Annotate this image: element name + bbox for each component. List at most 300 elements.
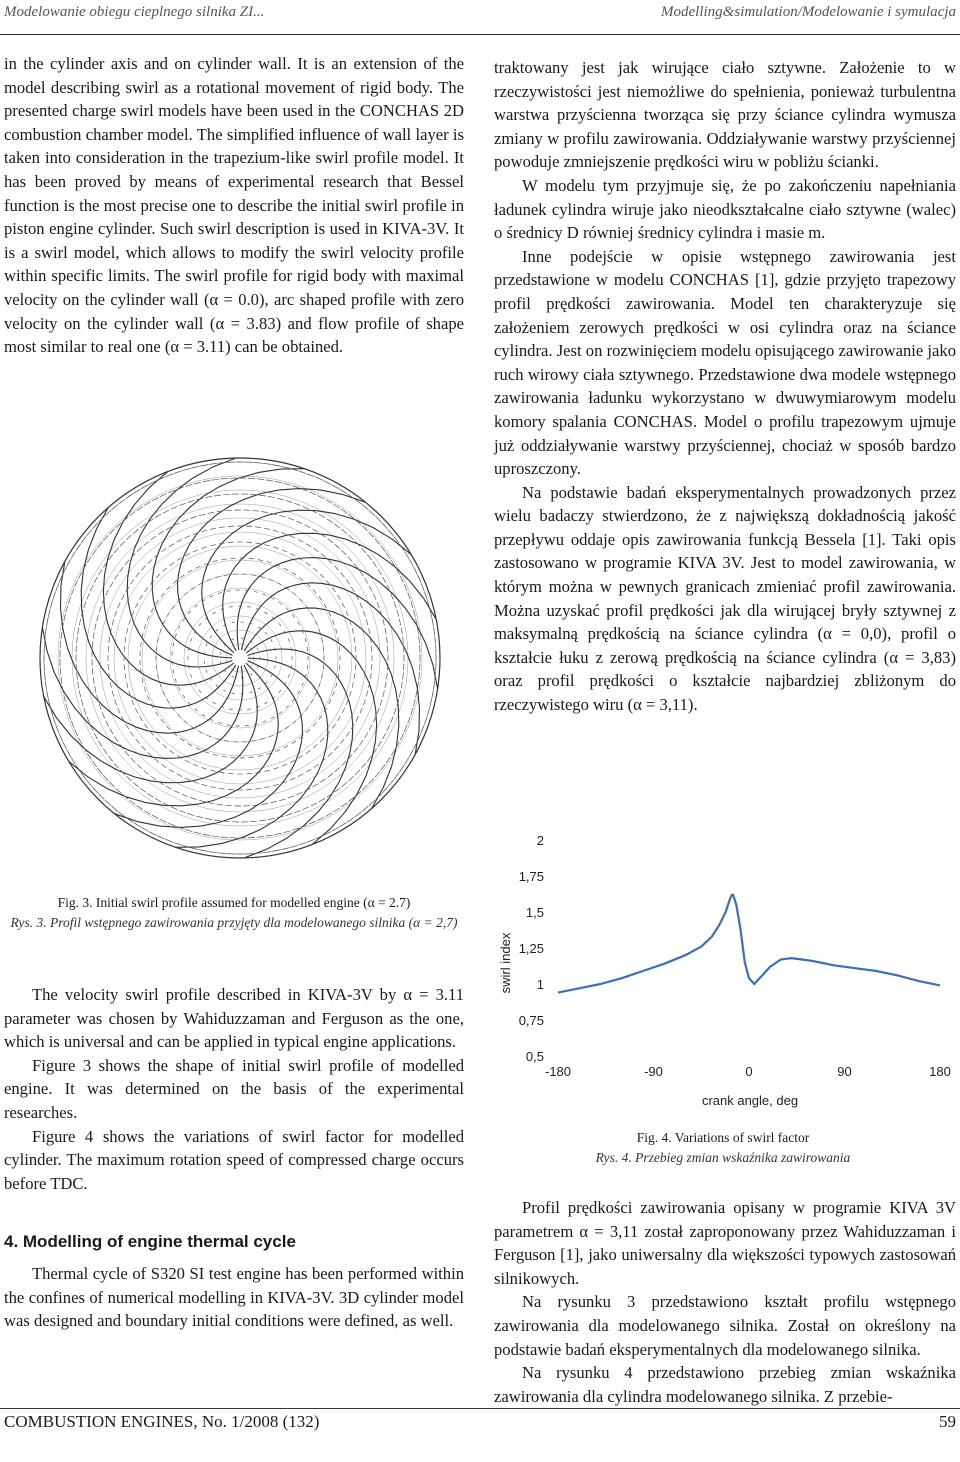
velocity-vector xyxy=(92,549,96,555)
velocity-vector xyxy=(409,750,413,757)
velocity-vector xyxy=(341,803,347,807)
right-column-bottom xyxy=(494,1196,956,1408)
fig3-caption-pl: Rys. 3. Profil wstępnego zawirowania przyjęty dla modelowanego silnika (α = 2,7) xyxy=(10,915,458,930)
velocity-vector xyxy=(68,597,70,604)
velocity-vector xyxy=(182,794,188,796)
velocity-vector xyxy=(125,751,129,756)
velocity-vector xyxy=(366,620,368,626)
velocity-vector xyxy=(99,606,101,612)
velocity-vector xyxy=(142,566,146,570)
velocity-vector xyxy=(375,539,380,545)
velocity-vector xyxy=(279,799,285,801)
velocity-vector xyxy=(333,620,335,625)
velocity-vector xyxy=(196,748,201,750)
velocity-vector xyxy=(294,503,300,505)
velocity-vector xyxy=(259,495,266,496)
velocity-vector xyxy=(99,794,105,800)
velocity-vector xyxy=(144,811,150,815)
velocity-vector xyxy=(210,636,212,639)
velocity-vector xyxy=(193,550,198,552)
velocity-vector xyxy=(285,726,289,729)
velocity-vector xyxy=(92,761,96,767)
velocity-vector xyxy=(156,738,160,742)
velocity-vector xyxy=(206,670,207,673)
velocity-vector xyxy=(93,677,94,683)
velocity-vector xyxy=(158,531,164,535)
left-paragraph-2: The velocity swirl profile described in KIVA-3V by α = 3.11 parameter was chosen by Wahiduzzaman and Ferguson as the one, which is universal and can be applied in typical engine applications. xyxy=(4,985,464,1052)
velocity-vector xyxy=(195,709,198,712)
velocity-vector xyxy=(254,853,262,854)
velocity-vector xyxy=(50,601,52,609)
velocity-vector xyxy=(413,699,415,706)
velocity-vector xyxy=(369,725,372,731)
velocity-vector xyxy=(203,834,210,835)
mesh-ring xyxy=(114,532,366,784)
velocity-vector xyxy=(313,784,319,787)
velocity-vector xyxy=(341,739,345,744)
velocity-vector xyxy=(286,706,289,709)
velocity-vector xyxy=(258,755,263,756)
fig4-caption-en: Fig. 4. Variations of swirl factor xyxy=(636,1130,810,1145)
velocity-vector xyxy=(53,717,56,724)
velocity-vector xyxy=(93,632,94,638)
velocity-vector xyxy=(366,691,368,697)
velocity-vector xyxy=(87,780,92,786)
velocity-vector xyxy=(90,585,93,591)
velocity-vector xyxy=(246,542,251,543)
swirl-profile-figure xyxy=(20,450,460,880)
velocity-vector xyxy=(78,628,79,635)
right-paragraph-1: traktowany jest jak wirujące ciało sztywne. Założenie to w rzeczywistości jest niemożliwe do spełnienia, ponieważ turbulentna warstwa przyścienna tworząca się przy ściance cylindra wymusza zmiany w profilu zawirowania. Oddziaływanie warstwy przyściennej powoduje zmniejszenie prędkości wiru w pobliżu ścianki. xyxy=(494,58,956,172)
y-tick-label: 0,75 xyxy=(518,1013,544,1028)
velocity-vector xyxy=(432,690,434,698)
velocity-vector xyxy=(305,525,311,528)
velocity-vector xyxy=(363,699,365,705)
velocity-vector xyxy=(64,614,66,621)
velocity-vector xyxy=(64,695,66,702)
velocity-vector xyxy=(399,619,401,626)
velocity-vector xyxy=(188,611,191,614)
velocity-vector xyxy=(87,557,91,563)
velocity-vector xyxy=(257,666,258,668)
velocity-vector xyxy=(408,717,411,724)
velocity-vector xyxy=(249,558,254,559)
velocity-vector xyxy=(210,719,214,721)
velocity-vector xyxy=(215,738,219,739)
velocity-vector xyxy=(212,479,219,480)
velocity-vector xyxy=(78,682,79,689)
velocity-vector xyxy=(202,547,207,549)
velocity-vector xyxy=(119,567,123,572)
velocity-vector xyxy=(403,637,404,644)
velocity-vector xyxy=(434,681,435,689)
velocity-vector xyxy=(298,539,303,542)
fig3-caption xyxy=(4,893,464,933)
velocity-vector xyxy=(170,750,174,753)
velocity-vector xyxy=(161,764,166,768)
velocity-vector xyxy=(141,485,148,489)
velocity-vector xyxy=(282,550,287,552)
velocity-vector xyxy=(306,750,310,753)
velocity-vector xyxy=(87,753,91,759)
velocity-vector xyxy=(196,566,201,568)
velocity-vector xyxy=(171,807,177,810)
velocity-vector xyxy=(210,545,215,546)
velocity-vector xyxy=(205,818,212,819)
velocity-vector xyxy=(124,646,125,651)
header-left: Modelowanie obiegu cieplnego silnika ZI... xyxy=(4,4,265,20)
velocity-vector xyxy=(158,638,159,642)
velocity-vector xyxy=(216,629,218,631)
velocity-vector xyxy=(435,636,436,644)
velocity-vector xyxy=(92,641,93,647)
velocity-vector xyxy=(292,486,299,488)
mesh-ring xyxy=(198,616,282,700)
right-paragraph-5: Profil prędkości zawirowania opisany w programie KIVA 3V parametrem α = 3,11 został zaproponowany przez Wahiduzzaman i Ferguson [1], jako uniwersalny dla większości typowych zastosowań silnikowych. xyxy=(494,1198,956,1288)
velocity-vector xyxy=(60,641,61,648)
velocity-vector xyxy=(185,536,190,538)
velocity-vector xyxy=(224,741,228,742)
velocity-vector xyxy=(369,628,370,634)
velocity-vector xyxy=(60,668,61,675)
velocity-vector xyxy=(174,843,181,846)
velocity-vector xyxy=(188,814,195,816)
velocity-vector xyxy=(385,628,386,634)
velocity-vector xyxy=(356,716,359,721)
velocity-vector xyxy=(97,615,99,621)
velocity-vector xyxy=(338,637,339,642)
right-column-top xyxy=(494,56,956,717)
velocity-vector xyxy=(388,780,393,786)
velocity-vector xyxy=(355,812,361,817)
velocity-vector xyxy=(351,587,354,592)
velocity-vector xyxy=(248,478,255,479)
velocity-vector xyxy=(249,757,254,758)
velocity-vector xyxy=(45,672,46,680)
velocity-vector xyxy=(208,803,214,804)
velocity-vector xyxy=(381,546,386,552)
velocity-vector xyxy=(155,798,161,802)
velocity-vector xyxy=(381,765,386,771)
velocity-vector xyxy=(362,505,368,510)
velocity-vector xyxy=(354,637,355,643)
velocity-vector xyxy=(144,624,146,629)
velocity-vector xyxy=(156,647,157,652)
velocity-vector xyxy=(115,611,117,617)
velocity-vector xyxy=(421,584,424,591)
right-paragraph-6: Na rysunku 3 przedstawiono kształt profilu wstępnego zawirowania dla modelowanego silnika. Został on określony na podstawie badań eksperymentalnych dla modelowanego silnika. xyxy=(494,1292,956,1359)
velocity-vector xyxy=(188,500,195,502)
velocity-vector xyxy=(183,618,185,621)
velocity-vector xyxy=(228,542,233,543)
velocity-vector xyxy=(125,560,129,565)
velocity-vector xyxy=(213,612,216,614)
velocity-vector xyxy=(98,542,103,548)
velocity-vector xyxy=(334,566,338,570)
velocity-vector xyxy=(332,485,339,489)
velocity-vector xyxy=(99,569,103,575)
mesh-ring xyxy=(142,560,338,756)
velocity-vector xyxy=(419,636,420,643)
velocity-vector xyxy=(129,620,131,625)
velocity-vector xyxy=(206,643,207,646)
velocity-vector xyxy=(416,690,418,697)
velocity-vector xyxy=(219,527,225,528)
velocity-vector xyxy=(208,512,214,513)
velocity-vector xyxy=(323,665,324,670)
velocity-vector xyxy=(403,673,404,680)
velocity-vector xyxy=(298,774,303,777)
velocity-vector xyxy=(167,586,171,590)
velocity-vector xyxy=(288,796,294,798)
velocity-vector xyxy=(232,693,235,694)
left-column-section xyxy=(4,1262,464,1333)
velocity-vector xyxy=(195,605,198,608)
velocity-vector xyxy=(373,716,376,722)
velocity-vector xyxy=(341,572,345,577)
velocity-vector xyxy=(118,708,120,713)
right-paragraph-3: Inne podejście w opisie wstępnego zawirowania jest przedstawione w modelu CONCHAS [1], gdzie przyjęto trapezowy profil prędkości zawirowania. Model ten charakteryzuje się założeniem zerowych prędkości w osi cylindra oraz na ściance cylindra. Jest on rozwinięciem modelu opisującego zawirowanie jako ruch wirowy ciała sztywnego. Przedstawione dwa modele wstępnego zawirowania ładunku wykorzystano w dwuwymiarowym modelu komory spalania CONCHAS. Model o profilu trapezowym ujmuje już oddziaływanie warstwy przyściennej, chociaż w sposób bardzo uproszczony. xyxy=(494,246,956,479)
velocity-vector xyxy=(194,482,201,484)
velocity-vector xyxy=(369,532,374,537)
velocity-vector xyxy=(352,682,353,687)
velocity-vector xyxy=(315,691,317,695)
velocity-vector xyxy=(320,574,324,578)
velocity-vector xyxy=(275,481,282,483)
velocity-vector xyxy=(177,558,182,561)
velocity-vector xyxy=(87,593,90,599)
velocity-vector xyxy=(106,721,109,727)
velocity-vector xyxy=(335,768,340,772)
velocity-vector xyxy=(405,758,409,765)
velocity-vector xyxy=(292,741,296,744)
y-tick-label: 0,5 xyxy=(525,1049,544,1064)
velocity-vector xyxy=(66,605,68,612)
velocity-vector xyxy=(76,544,80,551)
y-tick-label: 1 xyxy=(536,977,544,992)
mesh-ring xyxy=(156,574,324,742)
velocity-vector xyxy=(188,570,192,573)
velocity-vector xyxy=(185,830,192,832)
velocity-vector xyxy=(219,788,225,789)
velocity-vector xyxy=(84,708,86,715)
velocity-vector xyxy=(319,597,322,601)
velocity-vector xyxy=(255,772,261,773)
velocity-vector xyxy=(144,542,149,546)
velocity-vector xyxy=(163,568,167,572)
velocity-vector xyxy=(224,670,226,672)
velocity-vector xyxy=(292,572,296,575)
velocity-vector xyxy=(140,788,146,792)
velocity-vector xyxy=(292,614,295,617)
velocity-vector xyxy=(286,500,293,502)
velocity-vector xyxy=(271,717,275,719)
velocity-vector xyxy=(313,744,317,748)
velocity-vector xyxy=(259,820,266,821)
velocity-vector xyxy=(253,511,259,512)
chart-series-line xyxy=(558,895,940,993)
velocity-vector xyxy=(140,595,143,600)
velocity-vector xyxy=(68,712,70,719)
velocity-vector xyxy=(178,687,180,691)
velocity-vector xyxy=(336,629,337,634)
velocity-vector xyxy=(163,691,165,695)
velocity-vector xyxy=(307,647,308,651)
velocity-vector xyxy=(126,776,131,781)
velocity-vector xyxy=(323,647,324,652)
velocity-vector xyxy=(253,805,259,806)
velocity-vector xyxy=(387,637,388,643)
velocity-vector xyxy=(202,784,208,786)
velocity-vector xyxy=(202,768,207,770)
velocity-vector xyxy=(307,665,308,669)
velocity-vector xyxy=(264,787,270,788)
velocity-vector xyxy=(367,555,371,561)
velocity-vector xyxy=(166,786,172,789)
velocity-vector xyxy=(322,674,323,678)
left-paragraph-3: Figure 3 shows the shape of initial swirl profile of modelled engine. It was determined on the basis of the experimental researches. xyxy=(4,1055,464,1122)
velocity-vector xyxy=(160,629,161,633)
velocity-vector xyxy=(147,616,149,621)
velocity-vector xyxy=(184,721,187,724)
velocity-vector xyxy=(61,632,62,639)
velocity-vector xyxy=(163,744,167,748)
velocity-vector xyxy=(95,686,96,692)
velocity-vector xyxy=(258,688,261,690)
velocity-vector xyxy=(214,495,221,496)
velocity-vector xyxy=(255,527,261,528)
velocity-vector xyxy=(220,652,221,655)
velocity-vector xyxy=(264,528,270,529)
velocity-vector xyxy=(200,850,208,852)
velocity-vector xyxy=(110,682,111,688)
velocity-vector xyxy=(273,768,278,770)
velocity-vector xyxy=(362,806,368,811)
velocity-vector xyxy=(185,778,190,780)
velocity-vector xyxy=(199,731,203,733)
velocity-vector xyxy=(267,562,272,564)
velocity-vector xyxy=(191,466,199,468)
velocity-vector xyxy=(137,547,142,551)
velocity-vector xyxy=(328,539,333,543)
velocity-vector xyxy=(77,637,78,644)
velocity-vector xyxy=(349,535,354,540)
velocity-vector xyxy=(383,691,385,697)
velocity-vector xyxy=(103,535,108,541)
velocity-vector xyxy=(365,733,368,739)
velocity-vector xyxy=(190,517,196,519)
velocity-vector xyxy=(127,682,128,687)
velocity-vector xyxy=(293,593,296,596)
velocity-vector xyxy=(180,575,184,578)
velocity-vector xyxy=(394,773,399,779)
velocity-vector xyxy=(199,800,205,802)
velocity-vector xyxy=(349,776,354,781)
velocity-vector xyxy=(332,827,339,831)
velocity-vector xyxy=(425,717,428,724)
velocity-vector xyxy=(425,592,428,599)
velocity-vector xyxy=(178,714,181,717)
velocity-vector xyxy=(124,664,125,669)
velocity-vector xyxy=(250,674,252,676)
velocity-vector xyxy=(174,471,181,474)
velocity-vector xyxy=(81,699,83,706)
velocity-vector xyxy=(298,691,300,695)
footer-rule xyxy=(0,1408,960,1409)
velocity-vector xyxy=(427,708,429,716)
velocity-vector xyxy=(329,612,331,617)
velocity-vector xyxy=(95,624,96,630)
velocity-vector xyxy=(346,700,348,705)
fig3-caption-en: Fig. 3. Initial swirl profile assumed for modelled engine (α = 2.7) xyxy=(57,895,411,910)
velocity-vector xyxy=(409,559,413,566)
velocity-vector xyxy=(277,583,281,585)
velocity-vector xyxy=(414,567,418,574)
velocity-vector xyxy=(355,646,356,651)
velocity-vector xyxy=(290,778,295,780)
velocity-vector xyxy=(99,741,103,747)
velocity-vector xyxy=(103,775,108,781)
velocity-vector xyxy=(279,602,282,604)
velocity-vector xyxy=(179,503,185,505)
velocity-vector xyxy=(257,479,264,480)
velocity-vector xyxy=(254,724,258,725)
velocity-vector xyxy=(298,622,300,626)
velocity-vector xyxy=(311,803,317,806)
velocity-vector xyxy=(199,623,201,626)
footer-journal: COMBUSTION ENGINES, No. 1/2008 (132) xyxy=(4,1412,320,1431)
velocity-vector xyxy=(411,601,413,608)
velocity-vector xyxy=(119,499,125,504)
velocity-vector xyxy=(313,568,317,572)
velocity-vector xyxy=(125,673,126,679)
velocity-vector xyxy=(383,577,386,583)
velocity-vector xyxy=(227,725,231,726)
velocity-vector xyxy=(161,548,166,552)
velocity-vector xyxy=(290,760,295,763)
velocity-vector xyxy=(342,603,345,608)
velocity-vector xyxy=(290,553,295,556)
velocity-vector xyxy=(126,724,129,729)
velocity-vector xyxy=(169,769,174,772)
velocity-vector xyxy=(126,535,131,540)
header-right: Modelling&simulation/Modelowanie i symulacja xyxy=(661,4,956,20)
velocity-vector xyxy=(232,622,235,623)
velocity-vector xyxy=(394,708,396,715)
velocity-vector xyxy=(360,740,364,745)
velocity-vector xyxy=(268,818,275,819)
velocity-vector xyxy=(306,729,310,732)
velocity-vector xyxy=(334,524,340,528)
velocity-vector xyxy=(292,699,295,702)
velocity-vector xyxy=(386,553,390,559)
velocity-vector xyxy=(320,738,324,742)
velocity-vector xyxy=(319,514,325,518)
velocity-vector xyxy=(142,678,143,683)
velocity-vector xyxy=(199,690,201,693)
velocity-vector xyxy=(207,735,211,737)
velocity-vector xyxy=(268,496,275,497)
velocity-vector xyxy=(265,612,268,614)
velocity-vector xyxy=(224,575,228,576)
velocity-vector xyxy=(110,582,113,588)
velocity-vector xyxy=(255,543,261,544)
velocity-vector xyxy=(166,839,173,842)
velocity-vector xyxy=(355,664,356,669)
velocity-vector xyxy=(370,673,371,679)
velocity-vector xyxy=(378,569,382,575)
section-heading: 4. Modelling of engine thermal cycle xyxy=(4,1232,296,1251)
